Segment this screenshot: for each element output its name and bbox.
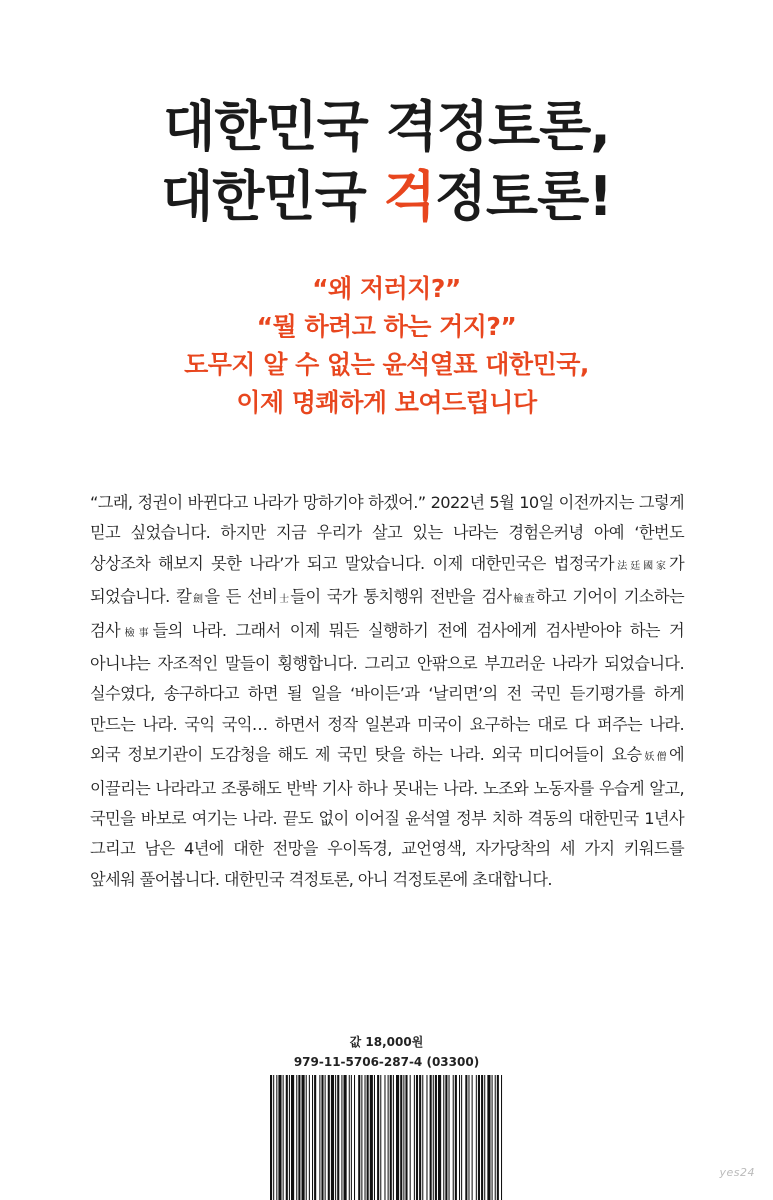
barcode-bar xyxy=(465,1075,467,1200)
barcode-bar xyxy=(358,1075,360,1200)
barcode-bar xyxy=(414,1075,415,1200)
barcode-bar xyxy=(370,1075,373,1200)
headline-accent-char: 걱 xyxy=(383,165,435,228)
tagline-line-2: “뭘 하려고 하는 거지?” xyxy=(256,312,517,341)
barcode-bar xyxy=(433,1075,434,1200)
barcode-bar xyxy=(461,1075,462,1200)
description-text: 들이 국가 통치행위 전반을 검사 xyxy=(290,587,512,607)
barcode-bar xyxy=(337,1075,339,1200)
description-text: 들의 나라. 그래서 이제 뭐든 실행하기 전에 검사에게 검사받아야 하는 거 아니냐는 자조적인 말들이 횡행합니다. 그리고 안팎으로 부끄러운 나라가 되었습니다. 실수였다, 송구하다고 하면 될 일을 ‘바이든’과 ‘날리면’의 전 국민 듣기평가를 하게 만드는 나라. 국익 국익… 하면서 정작 일본과 미국이 요구하는 대로 다 퍼주는 나라. 외국 정보기관이 도감청을 해도 제 국민 탓을 하는 나라. 외국 미디어들이 요승 xyxy=(90,620,685,765)
barcode-bar xyxy=(289,1075,290,1200)
barcode-bar xyxy=(484,1075,485,1200)
barcode-bar xyxy=(309,1075,310,1200)
barcode-bar xyxy=(377,1075,379,1200)
description-text: 을 든 선비 xyxy=(204,587,278,607)
barcode-bar xyxy=(380,1075,381,1200)
barcode-bar xyxy=(435,1075,437,1200)
barcode-bar xyxy=(278,1075,281,1200)
barcode-bar xyxy=(314,1075,316,1200)
barcode-bar xyxy=(468,1075,469,1200)
barcode-bar xyxy=(400,1075,402,1200)
headline-line-2-post: 정토론! xyxy=(434,165,612,228)
hanja-annotation: 檢査 xyxy=(511,594,536,606)
barcode-bar xyxy=(476,1075,477,1200)
price-label: 값 18,000원 xyxy=(349,1035,424,1049)
barcode-bar xyxy=(449,1075,450,1200)
headline-line-2 xyxy=(0,162,773,232)
headline-line-1: 대한민국 격정토론, xyxy=(163,95,610,158)
barcode-bar xyxy=(344,1075,347,1200)
tagline-line-3: 도무지 알 수 없는 윤석열표 대한민국, xyxy=(184,350,589,379)
barcode-bar xyxy=(495,1075,496,1200)
barcode-bar xyxy=(430,1075,432,1200)
barcode-bar xyxy=(319,1075,320,1200)
barcode-bar xyxy=(331,1075,334,1200)
barcode-bar xyxy=(349,1075,350,1200)
barcode-bar xyxy=(487,1075,490,1200)
barcode-image xyxy=(270,1075,504,1200)
barcode-bar xyxy=(497,1075,499,1200)
barcode-bar xyxy=(302,1075,305,1200)
barcode-bar xyxy=(328,1075,330,1200)
barcode-bar xyxy=(388,1075,389,1200)
barcode-bar xyxy=(367,1075,369,1200)
barcode-bar xyxy=(321,1075,323,1200)
tagline-line-1: “왜 저러지?” xyxy=(312,274,461,303)
barcode-bar xyxy=(298,1075,300,1200)
barcode-bar xyxy=(396,1075,399,1200)
description-text: “그래, 정권이 바뀐다고 나라가 망하기야 하겠어.” 2022년 5월 10일 이전까지는 그렇게 믿고 싶었습니다. 하지만 지금 우리가 살고 있는 나라는 경험은커녕 아예 ‘한번도 상상조차 해보지 못한 나라’가 되고 말았습니다. 이제 대한민국은 법정국가 xyxy=(90,493,684,573)
cover-headline xyxy=(0,92,773,232)
barcode-bar xyxy=(361,1075,362,1200)
barcode-bar xyxy=(296,1075,297,1200)
barcode-bar xyxy=(478,1075,480,1200)
hanja-annotation: 妖僧 xyxy=(641,752,669,764)
isbn-label: 979-11-5706-287-4 (03300) xyxy=(293,1055,480,1069)
barcode-bar xyxy=(472,1075,473,1200)
barcode-bar xyxy=(455,1075,457,1200)
hanja-annotation: 劍 xyxy=(191,594,205,606)
barcode-bar xyxy=(419,1075,421,1200)
tagline-line-4: 이제 명쾌하게 보여드립니다 xyxy=(236,388,537,417)
headline-line-2-pre: 대한민국 xyxy=(161,165,384,228)
barcode-bar xyxy=(426,1075,427,1200)
barcode-bar xyxy=(393,1075,394,1200)
barcode-bar xyxy=(405,1075,407,1200)
barcode-bar xyxy=(270,1075,272,1200)
barcode-bar xyxy=(443,1075,444,1200)
barcode-bar xyxy=(422,1075,423,1200)
yes24-watermark: yes24 xyxy=(719,1166,755,1179)
barcode-bar xyxy=(273,1075,274,1200)
barcode-bar xyxy=(416,1075,418,1200)
barcode-bar xyxy=(291,1075,294,1200)
description-text: 하고 기어이 기소하는 검사 xyxy=(90,587,684,640)
barcode-bar xyxy=(325,1075,326,1200)
barcode-bar xyxy=(410,1075,411,1200)
barcode-bar xyxy=(438,1075,441,1200)
barcode-bar xyxy=(459,1075,460,1200)
hanja-annotation: 檢事 xyxy=(120,627,153,639)
price-isbn-block xyxy=(0,1032,773,1072)
barcode-bar xyxy=(335,1075,336,1200)
barcode-bar xyxy=(306,1075,307,1200)
barcode-bar xyxy=(286,1075,288,1200)
book-description xyxy=(90,488,684,895)
barcode-bar xyxy=(501,1075,502,1200)
barcode-bar xyxy=(341,1075,342,1200)
barcode-bar xyxy=(283,1075,284,1200)
barcode-bar xyxy=(312,1075,313,1200)
tagline xyxy=(0,270,773,422)
hanja-annotation: 士 xyxy=(277,594,291,606)
barcode-bar xyxy=(276,1075,277,1200)
barcode-bar xyxy=(445,1075,447,1200)
barcode-bar xyxy=(354,1075,355,1200)
description-text: 가 되었습니다. 칼 xyxy=(90,553,684,607)
barcode-bar xyxy=(390,1075,392,1200)
barcode-bar xyxy=(453,1075,454,1200)
barcode-bar xyxy=(365,1075,366,1200)
barcode-bar xyxy=(351,1075,352,1200)
barcode-bar xyxy=(492,1075,493,1200)
barcode-bar xyxy=(384,1075,385,1200)
description-text: 에 이끌리는 나라라고 조롱해도 반박 기사 하나 못내는 나라. 노조와 노동자를 우습게 알고, 국민을 바보로 여기는 나라. 끝도 없이 이어질 윤석열 정부 치하 격동의 대한민국 1년사 그리고 남은 4년에 대한 전망을 우이독경, 교언영색, 자가당착의 세 가지 키워드를 앞세워 풀어봅니다. 대한민국 격정토론, 아니 걱정토론에 초대합니다. xyxy=(90,745,685,889)
barcode-bar xyxy=(403,1075,404,1200)
barcode-bar xyxy=(374,1075,375,1200)
barcode-bar xyxy=(481,1075,483,1200)
hanja-annotation: 法廷國家 xyxy=(613,560,669,572)
